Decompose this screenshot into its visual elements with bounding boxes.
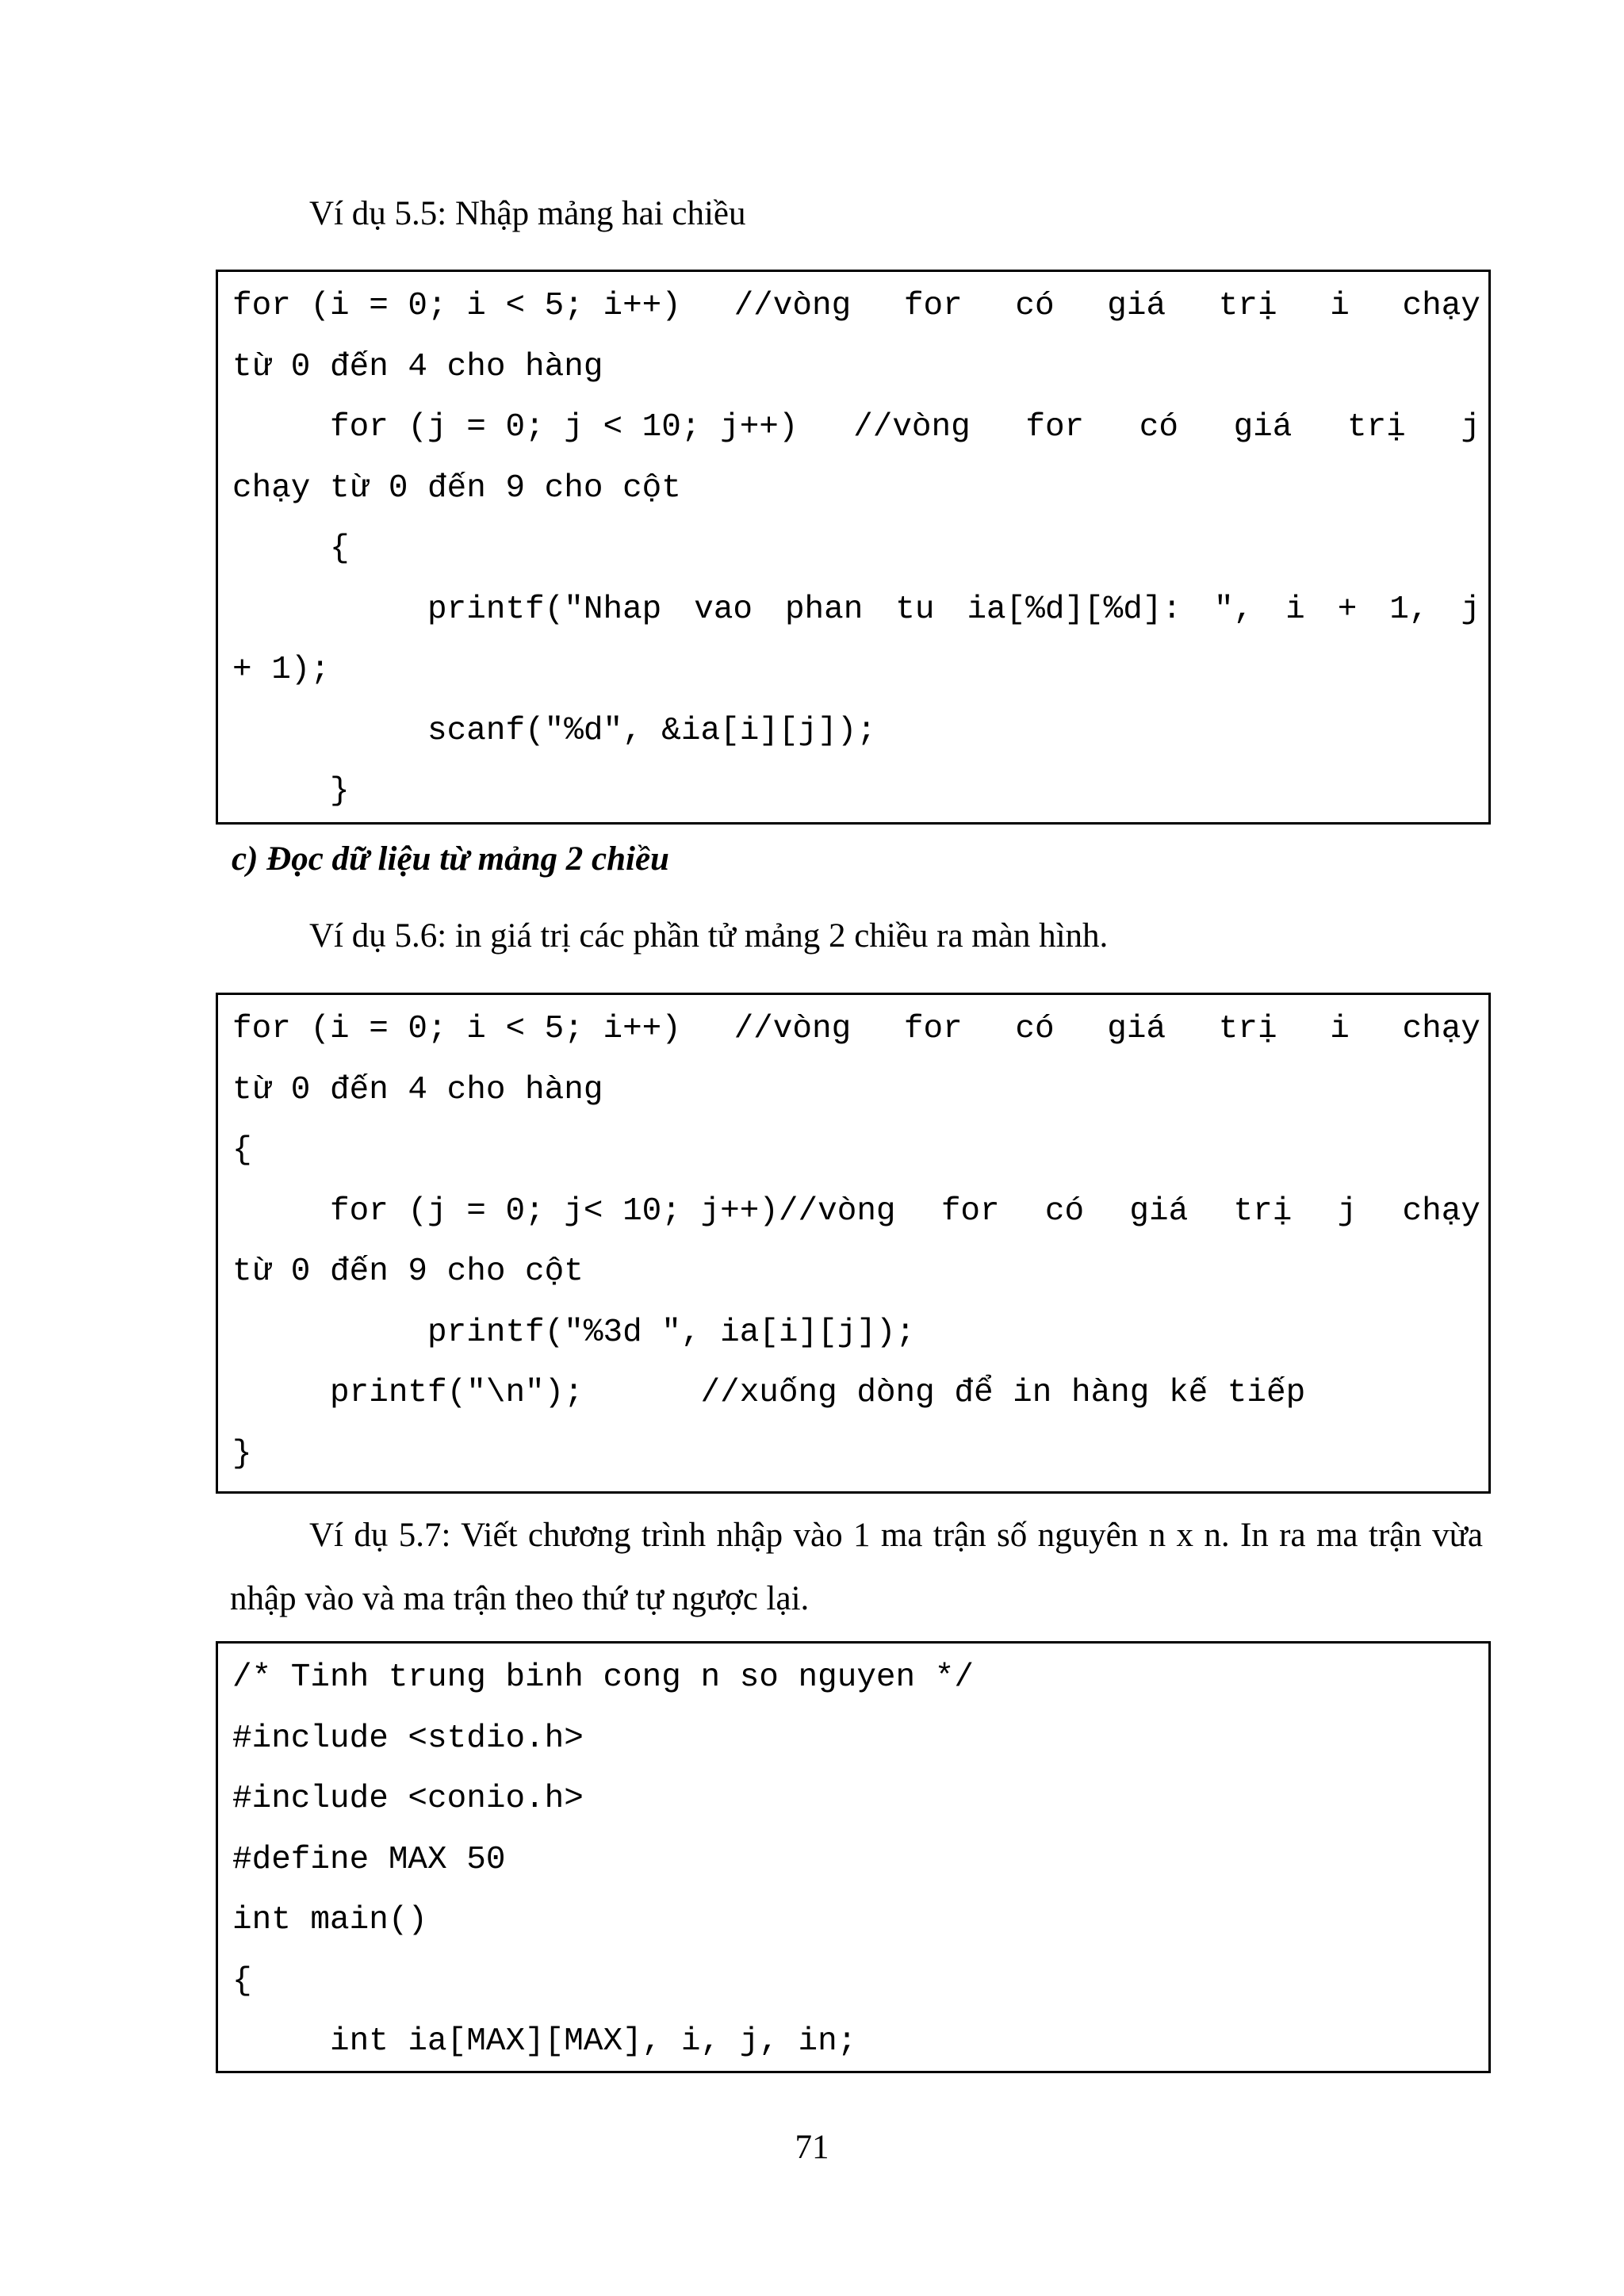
example-5-7-caption: Ví dụ 5.7: Viết chương trình nhập vào 1 ma trận số nguyên n x n. In ra ma trận vừa nhập vào và ma trận theo thứ tự ngược lại.	[230, 1517, 1483, 1617]
code-token: trị	[1218, 1011, 1277, 1047]
code-token: //vòng	[853, 409, 971, 446]
code-token: +	[1337, 591, 1358, 628]
code-line: {	[232, 1132, 252, 1169]
code-block-5-6	[216, 993, 1491, 1494]
code-token: chạy	[1402, 1192, 1480, 1230]
code-line	[232, 397, 1480, 458]
code-token: giá	[1233, 409, 1293, 446]
code-token: j	[1337, 1192, 1358, 1230]
code-line: #include <conio.h>	[232, 1781, 584, 1817]
code-token: phan	[784, 591, 864, 628]
code-token: có	[1015, 1011, 1055, 1047]
code-token: j	[1461, 409, 1480, 446]
code-line	[232, 276, 1480, 337]
code-token: 1,	[1389, 591, 1429, 628]
code-line: int main()	[232, 1902, 428, 1938]
code-line: {	[232, 1962, 252, 1999]
code-line: }	[232, 1435, 252, 1472]
code-line: từ 0 đến 4 cho hàng	[232, 1071, 603, 1108]
code-line: }	[232, 773, 350, 809]
code-token: tu	[895, 591, 935, 628]
code-token: chạy	[1402, 288, 1480, 324]
example-5-5-caption: Ví dụ 5.5: Nhập mảng hai chiều	[309, 195, 746, 232]
code-block-5-7	[216, 1641, 1491, 2073]
code-line: + 1);	[232, 652, 331, 688]
code-token: i	[1330, 288, 1350, 324]
code-token: ",	[1214, 591, 1254, 628]
example-5-6-caption: Ví dụ 5.6: in giá trị các phần tử mảng 2 chiều ra màn hình.	[309, 917, 1109, 955]
code-token: for	[1025, 409, 1085, 446]
code-token: for	[903, 288, 963, 324]
code-line: từ 0 đến 9 cho cột	[232, 1253, 584, 1290]
code-token: j	[1461, 591, 1480, 628]
code-token: trị	[1346, 409, 1406, 446]
code-token: for (i = 0; i < 5; i++)	[232, 1011, 681, 1047]
code-line: /* Tinh trung binh cong n so nguyen */	[232, 1659, 974, 1696]
code-token: có	[1139, 409, 1178, 446]
code-line: từ 0 đến 4 cho hàng	[232, 348, 603, 385]
code-line	[232, 999, 1480, 1060]
code-token: for (j = 0; j < 10; j++)	[232, 409, 799, 446]
code-token: chạy	[1402, 1011, 1480, 1047]
code-token: //vòng	[733, 1011, 852, 1047]
code-token: for	[940, 1192, 1000, 1230]
code-token: i	[1285, 591, 1305, 628]
code-token: giá	[1107, 1011, 1166, 1047]
code-line: #include <stdio.h>	[232, 1720, 584, 1757]
code-token: giá	[1107, 288, 1166, 324]
code-block-5-5	[216, 270, 1491, 825]
code-token: printf("Nhap	[232, 591, 662, 628]
code-token: for (i = 0; i < 5; i++)	[232, 288, 681, 324]
code-token: i	[1330, 1011, 1350, 1047]
code-token: vao	[694, 591, 753, 628]
code-line: scanf("%d", &ia[i][j]);	[232, 712, 876, 749]
code-token: for	[903, 1011, 963, 1047]
code-token: trị	[1233, 1192, 1293, 1230]
code-token: //vòng	[733, 288, 852, 324]
page-number: 71	[795, 2129, 829, 2166]
section-heading: c) Đọc dữ liệu từ mảng 2 chiều	[232, 840, 669, 878]
code-line: #define MAX 50	[232, 1841, 506, 1878]
code-token: có	[1015, 288, 1055, 324]
code-token: giá	[1129, 1192, 1189, 1230]
code-line: printf("\n"); //xuống dòng để in hàng kế tiếp	[232, 1375, 1306, 1411]
code-token: for (j = 0; j< 10; j++)//vòng	[232, 1192, 896, 1230]
code-token: trị	[1218, 288, 1277, 324]
code-token: có	[1044, 1192, 1085, 1230]
code-line	[232, 1181, 1480, 1242]
code-line: int ia[MAX][MAX], i, j, in;	[232, 2023, 857, 2060]
code-line	[232, 580, 1480, 641]
code-line: printf("%3d ", ia[i][j]);	[232, 1314, 916, 1351]
code-token: ia[%d][%d]:	[967, 591, 1182, 628]
code-line: {	[232, 530, 350, 567]
code-line: chạy từ 0 đến 9 cho cột	[232, 469, 681, 507]
